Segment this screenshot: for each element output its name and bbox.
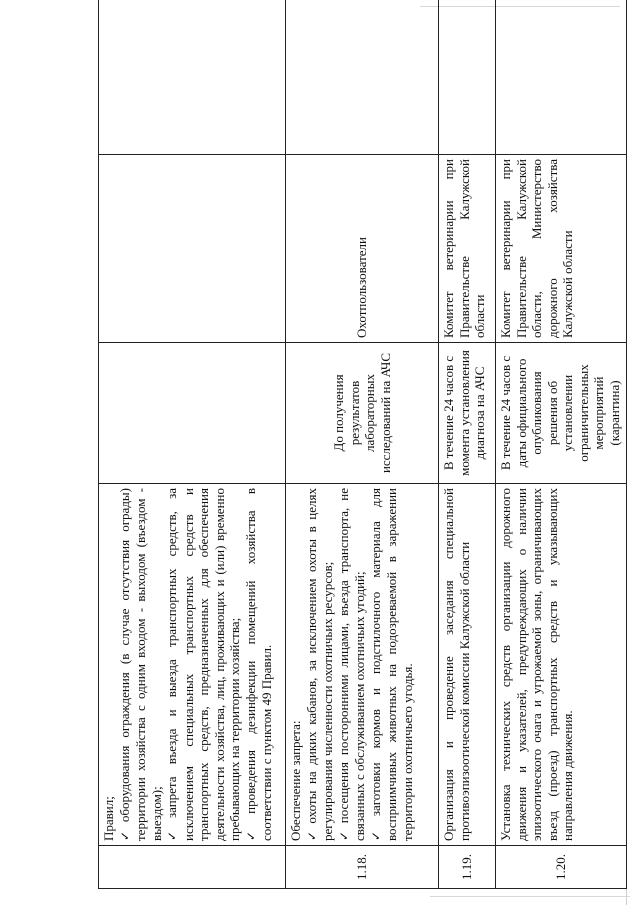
- row-number: 1.20.: [496, 846, 627, 889]
- list-item: ✓заготовки кормов и подстилочного материала для восприимчивых животных на подозреваемой в заражении территории охотничьего угодья.: [367, 488, 415, 841]
- checkmark-icon: ✓: [165, 822, 179, 841]
- list-item: ✓проведения дезинфекции помещений хозяйства в соответствии с пунктом 49 Правил.: [242, 488, 274, 841]
- rotated-table-container: [98, 31, 626, 889]
- controller-cell: [99, 0, 286, 155]
- controller-cell: [439, 0, 496, 155]
- action-cell: [439, 484, 496, 846]
- table-row: [439, 0, 496, 889]
- term-cell: В течение 24 часов с даты официального опубликования решения об установлении ограничительных мероприятий (карантина): [496, 343, 627, 484]
- action-intro: Правил;: [101, 796, 116, 841]
- list-item: ✓посещения посторонними лицами, въезда транспорта, не связанных с обслуживанием охотничьих угодий;: [335, 488, 367, 841]
- row-number: [99, 846, 286, 889]
- action-intro: Организация и проведение заседания специальной противоэпизоотической комиссии Калужской области: [441, 488, 472, 841]
- controller-cell: [286, 0, 439, 155]
- list-item: ✓охоты на диких кабанов, за исключением охоты в целях регулирования численности охотничьих ресурсов;: [303, 488, 335, 841]
- list-item: ✓оборудования ограждения (в случае отсутствия ограды) территории хозяйства с одним входом - выходом (въездом - выездом);: [116, 488, 164, 841]
- executor-cell: Охотпользователи: [286, 155, 439, 343]
- checkmark-icon: ✓: [336, 827, 351, 841]
- action-cell: [286, 484, 439, 846]
- table-row: [496, 0, 627, 889]
- row-number: 1.18.: [286, 846, 439, 889]
- action-intro: Установка технических средств организации дорожного движения и указателей, предупреждающих о наличии эпизоотического очага и угрожаемой зоны, ограничивающих въезд (проезд) транспортных средств и указывающих направления движения.: [498, 488, 575, 841]
- controller-cell: [496, 0, 627, 155]
- executor-cell: Комитет ветеринарии при Правительстве Калужской области, Министерство дорожного хозяйства Калужской области: [496, 155, 627, 343]
- action-cell: [99, 484, 286, 846]
- scan-artifact-line: [430, 896, 630, 897]
- measures-table: [98, 0, 627, 889]
- checkmark-icon: ✓: [243, 817, 258, 841]
- list-item: ✓запрета въезда и выезда транспортных средств, за исключением специальных транспортных средств и транспортных средств, предназначенных для обеспечения деятельности хозяйства, лиц, проживающих и (или) временно пребывающих на территории хозяйства;: [164, 488, 242, 841]
- action-intro: Обеспечение запрета:: [288, 720, 303, 841]
- term-cell: [99, 343, 286, 484]
- executor-cell: Комитет ветеринарии при Правительстве Калужской области: [439, 155, 496, 343]
- action-cell: [496, 484, 627, 846]
- term-cell: До получения результатов лабораторных исследований на АЧС: [286, 343, 439, 484]
- executor-cell: [99, 155, 286, 343]
- checkmark-icon: ✓: [368, 820, 383, 841]
- row-number: 1.19.: [439, 846, 496, 889]
- checkmark-icon: ✓: [304, 827, 319, 841]
- table-row: [286, 0, 439, 889]
- checkmark-icon: ✓: [117, 826, 132, 841]
- term-cell: В течение 24 часов с момента установления диагноза на АЧС: [439, 343, 496, 484]
- table-row: [99, 0, 286, 889]
